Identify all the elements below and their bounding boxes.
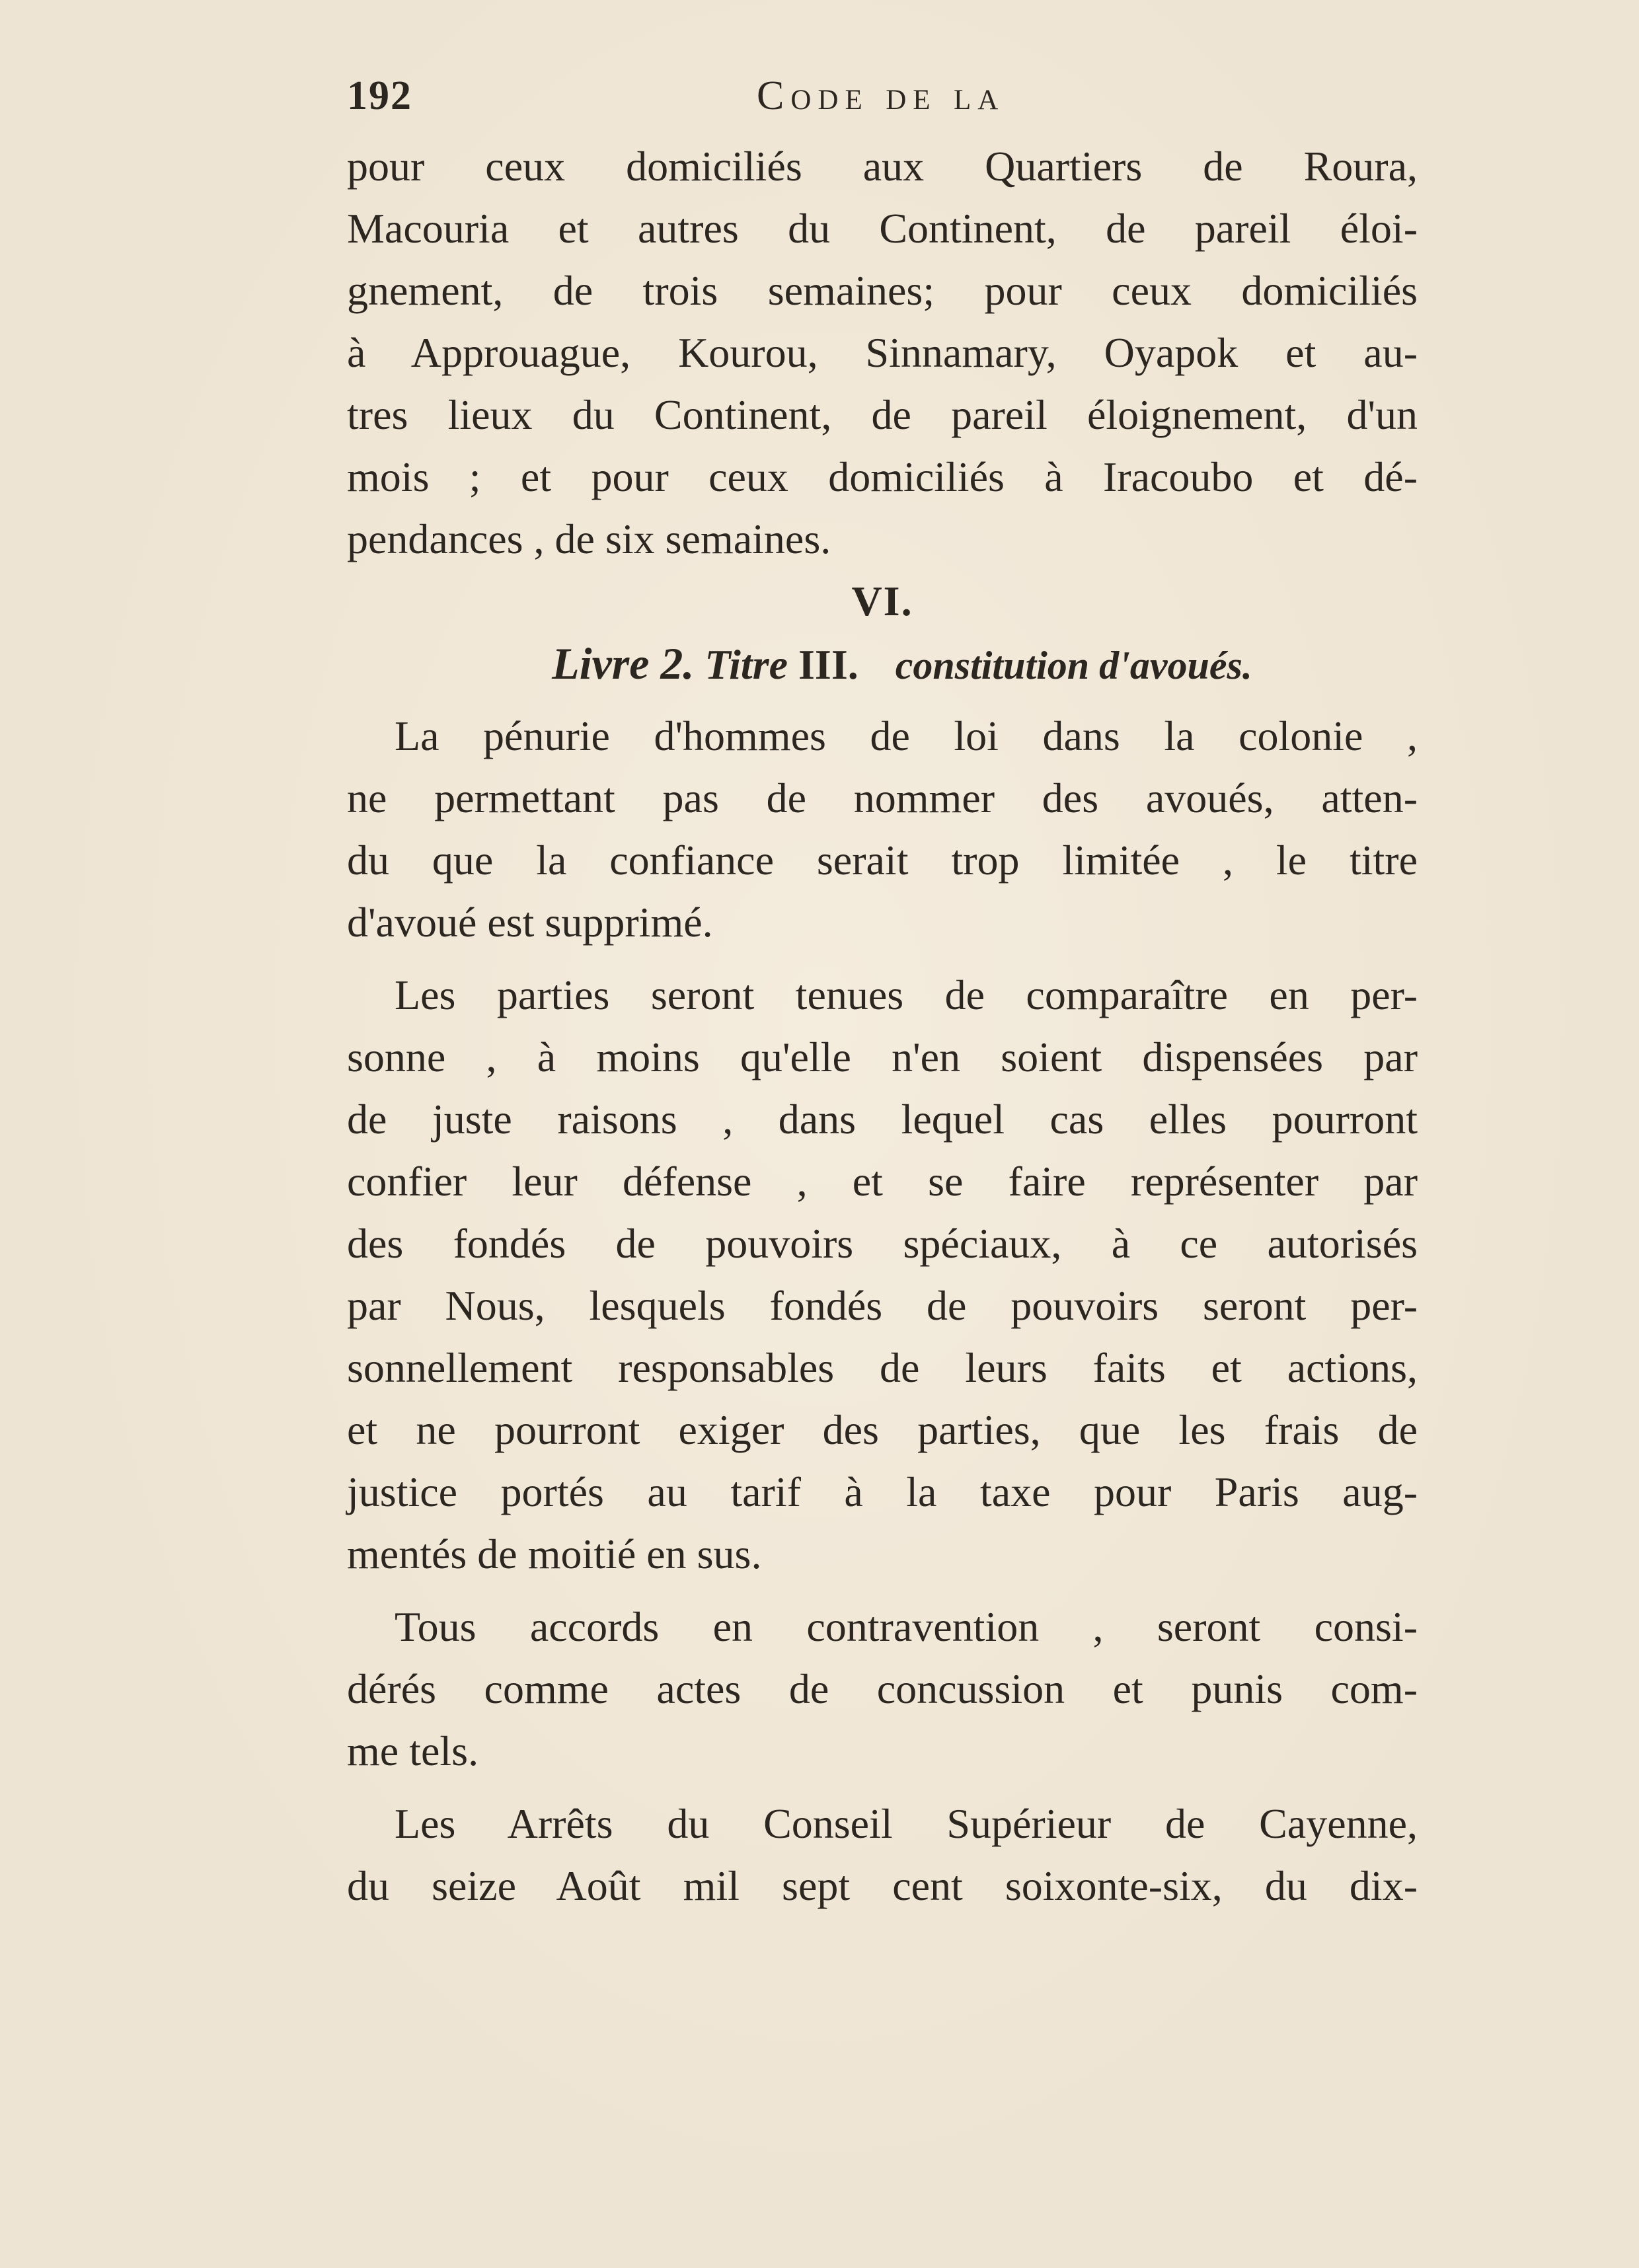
text-line: des fondés de pouvoirs spéciaux, à ce autorisés xyxy=(347,1220,1418,1267)
section-reference xyxy=(347,632,1418,705)
text-line: mois ; et pour ceux domiciliés à Iracoubo et dé- xyxy=(347,453,1418,500)
reference-subject: constitution d'avoués. xyxy=(895,644,1252,687)
text-line: dérés comme actes de concussion et punis com- xyxy=(347,1665,1418,1712)
running-title: Code de la xyxy=(757,73,1005,118)
paragraph xyxy=(347,705,1418,954)
page-body xyxy=(347,135,1418,1917)
text-line: Les Arrêts du Conseil Supérieur de Cayenne, xyxy=(395,1800,1418,1847)
text-line: et ne pourront exiger des parties, que les frais de xyxy=(347,1406,1418,1453)
continuation-paragraph xyxy=(347,135,1418,570)
text-line: pour ceux domiciliés aux Quartiers de Roura, xyxy=(347,143,1418,190)
text-line: confier leur défense , et se faire représenter par xyxy=(347,1158,1418,1205)
text-line: ne permettant pas de nommer des avoués, atten- xyxy=(347,775,1418,821)
text-line: sonne , à moins qu'elle n'en soient dispensées par xyxy=(347,1034,1418,1080)
text-line: du que la confiance serait trop limitée , le titre xyxy=(347,837,1418,884)
text-line: Tous accords en contravention , seront consi- xyxy=(395,1603,1418,1650)
text-line: Macouria et autres du Continent, de pareil éloi- xyxy=(347,205,1418,252)
paragraph-gap xyxy=(347,954,1418,964)
text-line: justice portés au tarif à la taxe pour Paris aug- xyxy=(347,1468,1418,1515)
text-line: à Approuague, Kourou, Sinnamary, Oyapok et au- xyxy=(347,329,1418,376)
text-line: sonnellement responsables de leurs faits et actions, xyxy=(347,1344,1418,1391)
paragraph xyxy=(347,1596,1418,1782)
text-line: pendances , de six semaines. xyxy=(347,515,831,562)
paragraph xyxy=(347,964,1418,1585)
text-line: Les parties seront tenues de comparaître en per- xyxy=(395,971,1418,1018)
section-number: VI. xyxy=(851,578,913,624)
paragraph-gap xyxy=(347,1585,1418,1596)
paragraph-gap xyxy=(347,1782,1418,1793)
reference-livre: Livre 2. xyxy=(552,638,695,689)
text-line: de juste raisons , dans lequel cas elles pourront xyxy=(347,1096,1418,1143)
text-line: par Nous, lesquels fondés de pouvoirs seront per- xyxy=(347,1282,1418,1329)
text-line: du seize Août mil sept cent soixonte-six, du dix- xyxy=(347,1862,1418,1909)
page-header xyxy=(347,73,1418,139)
reference-titre: Titre xyxy=(705,641,788,688)
paragraph xyxy=(347,1793,1418,1917)
text-line: gnement, de trois semaines; pour ceux domiciliés xyxy=(347,267,1418,314)
page-number: 192 xyxy=(347,73,412,118)
text-line: La pénurie d'hommes de loi dans la colonie , xyxy=(395,712,1418,759)
text-line: tres lieux du Continent, de pareil éloignement, d'un xyxy=(347,391,1418,438)
text-line: me tels. xyxy=(347,1727,479,1774)
reference-titre-number: III. xyxy=(798,641,858,688)
text-line: d'avoué est supprimé. xyxy=(347,899,713,946)
text-line: mentés de moitié en sus. xyxy=(347,1531,762,1577)
